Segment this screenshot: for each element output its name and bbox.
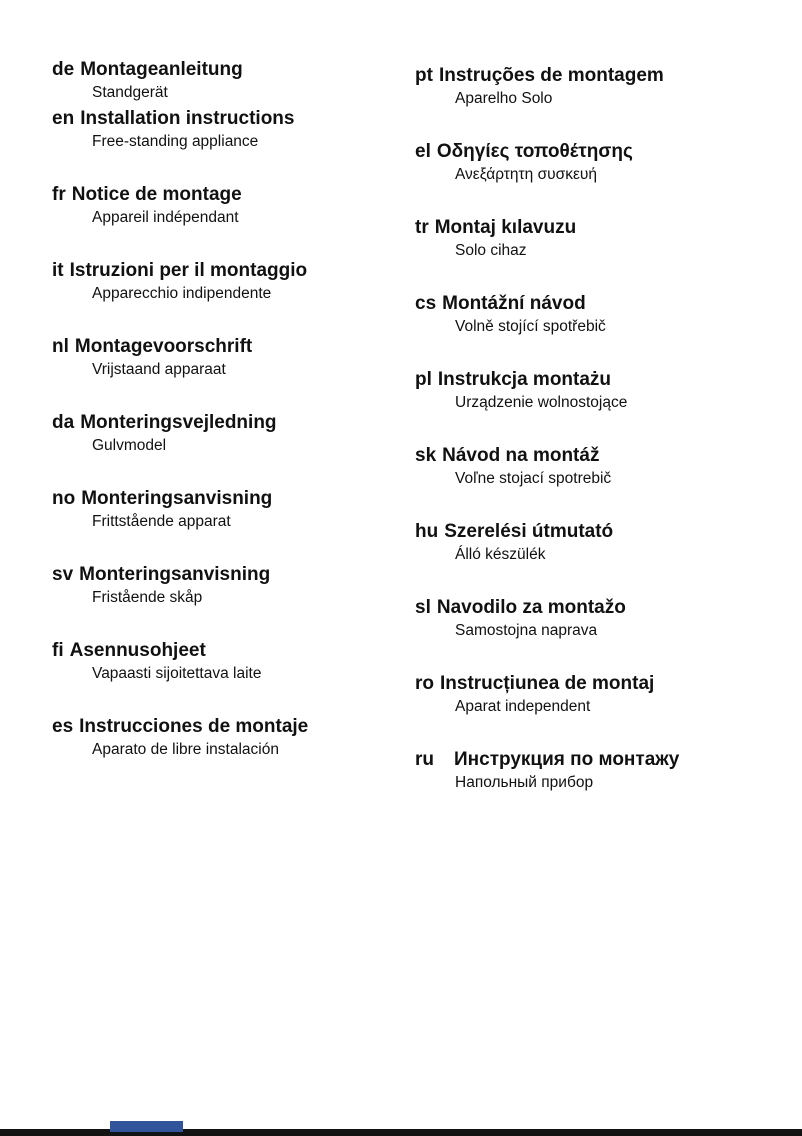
language-subtitle: Vrijstaand apparaat xyxy=(92,361,226,378)
print-registration-mark xyxy=(110,1121,183,1132)
language-title-row xyxy=(52,107,382,131)
language-column-left xyxy=(52,58,382,791)
language-code: sv xyxy=(52,564,74,585)
language-subtitle: Apparecchio indipendente xyxy=(92,285,272,302)
language-title: Installation instructions xyxy=(80,108,295,129)
language-subtitle: Free-standing appliance xyxy=(92,133,259,150)
language-title: Montagevoorschrift xyxy=(74,336,253,357)
language-title-row xyxy=(415,520,775,544)
language-code: sk xyxy=(415,445,437,466)
language-title-row xyxy=(52,411,382,435)
language-subtitle: Álló készülék xyxy=(455,546,546,563)
language-title-row xyxy=(52,259,382,283)
language-title-row xyxy=(415,748,775,772)
entry-hu xyxy=(415,520,775,566)
language-title-row xyxy=(415,216,775,240)
language-code: pl xyxy=(415,369,432,390)
language-subtitle: Vapaasti sijoitettava laite xyxy=(92,665,262,682)
language-title-row xyxy=(415,292,775,316)
language-subtitle: Standgerät xyxy=(92,84,168,101)
language-subtitle: Appareil indépendant xyxy=(92,209,239,226)
entry-es xyxy=(52,715,382,761)
entry-en xyxy=(52,107,382,153)
language-code: pt xyxy=(415,65,433,86)
entry-de xyxy=(52,58,382,104)
language-title-row xyxy=(52,487,382,511)
language-title-row xyxy=(415,596,775,620)
language-title: Monteringsvejledning xyxy=(80,412,277,433)
language-title-row xyxy=(415,672,775,696)
language-code: tr xyxy=(415,217,429,238)
language-subtitle: Напольный прибор xyxy=(455,774,594,791)
language-code: de xyxy=(52,59,75,80)
language-title: Montážní návod xyxy=(442,293,586,314)
entry-nl xyxy=(52,335,382,381)
language-code: cs xyxy=(415,293,437,314)
language-subtitle: Fristående skåp xyxy=(92,589,203,606)
language-title: Asennusohjeet xyxy=(69,640,206,661)
entry-sv xyxy=(52,563,382,609)
language-code: fi xyxy=(52,640,64,661)
entry-fr xyxy=(52,183,382,229)
entry-pt xyxy=(415,64,775,110)
entry-it xyxy=(52,259,382,305)
language-title-row xyxy=(415,140,775,164)
entry-sl xyxy=(415,596,775,642)
language-title: Instruções de montagem xyxy=(438,65,664,86)
language-title-row xyxy=(415,368,775,392)
entry-el xyxy=(415,140,775,186)
language-title-row xyxy=(52,58,382,82)
language-subtitle: Solo cihaz xyxy=(455,242,527,259)
language-subtitle: Voľne stojací spotrebič xyxy=(455,470,612,487)
language-title: Monteringsanvisning xyxy=(81,488,273,509)
language-code: es xyxy=(52,716,74,737)
language-title: Инструкция по монтажу xyxy=(454,749,680,770)
entry-ru xyxy=(415,748,775,794)
language-subtitle: Ανεξάρτητη συσκευή xyxy=(455,166,597,183)
language-subtitle: Frittstående apparat xyxy=(92,513,231,530)
language-code: nl xyxy=(52,336,69,357)
language-code: it xyxy=(52,260,64,281)
language-title: Istruzioni per il montaggio xyxy=(69,260,308,281)
language-code: en xyxy=(52,108,75,129)
language-code: sl xyxy=(415,597,431,618)
language-code: da xyxy=(52,412,75,433)
language-code: el xyxy=(415,141,431,162)
language-title: Instrucciones de montaje xyxy=(79,716,309,737)
language-subtitle: Urządzenie wolnostojące xyxy=(455,394,628,411)
language-code: hu xyxy=(415,521,439,542)
language-title: Instrucțiunea de montaj xyxy=(440,673,655,694)
language-subtitle: Aparato de libre instalación xyxy=(92,741,279,758)
entry-no xyxy=(52,487,382,533)
language-title-row xyxy=(415,64,775,88)
language-code: no xyxy=(52,488,76,509)
language-title-row xyxy=(52,183,382,207)
entry-pl xyxy=(415,368,775,414)
language-title: Navodilo za montažo xyxy=(436,597,626,618)
language-title: Szerelési útmutató xyxy=(444,521,614,542)
language-title: Notice de montage xyxy=(71,184,242,205)
language-title: Návod na montáž xyxy=(442,445,600,466)
language-subtitle: Aparat independent xyxy=(455,698,591,715)
language-subtitle: Gulvmodel xyxy=(92,437,167,454)
entry-sk xyxy=(415,444,775,490)
language-code: ro xyxy=(415,673,434,694)
entry-cs xyxy=(415,292,775,338)
language-title-row xyxy=(52,335,382,359)
language-column-right xyxy=(415,64,775,824)
entry-fi xyxy=(52,639,382,685)
language-title-row xyxy=(52,639,382,663)
language-title: Montageanleitung xyxy=(80,59,243,80)
language-title: Οδηγίες τοποθέτησης xyxy=(436,141,633,162)
language-title: Instrukcja montażu xyxy=(437,369,612,390)
language-code: ru xyxy=(415,749,434,770)
language-subtitle: Aparelho Solo xyxy=(455,90,553,107)
language-title-row xyxy=(415,444,775,468)
language-title: Montaj kılavuzu xyxy=(434,217,577,238)
language-title-row xyxy=(52,715,382,739)
language-code: fr xyxy=(52,184,66,205)
entry-da xyxy=(52,411,382,457)
entry-tr xyxy=(415,216,775,262)
entry-ro xyxy=(415,672,775,718)
language-subtitle: Samostojna naprava xyxy=(455,622,598,639)
language-subtitle: Volně stojící spotřebič xyxy=(455,318,606,335)
language-title: Monteringsanvisning xyxy=(79,564,271,585)
language-title-row xyxy=(52,563,382,587)
